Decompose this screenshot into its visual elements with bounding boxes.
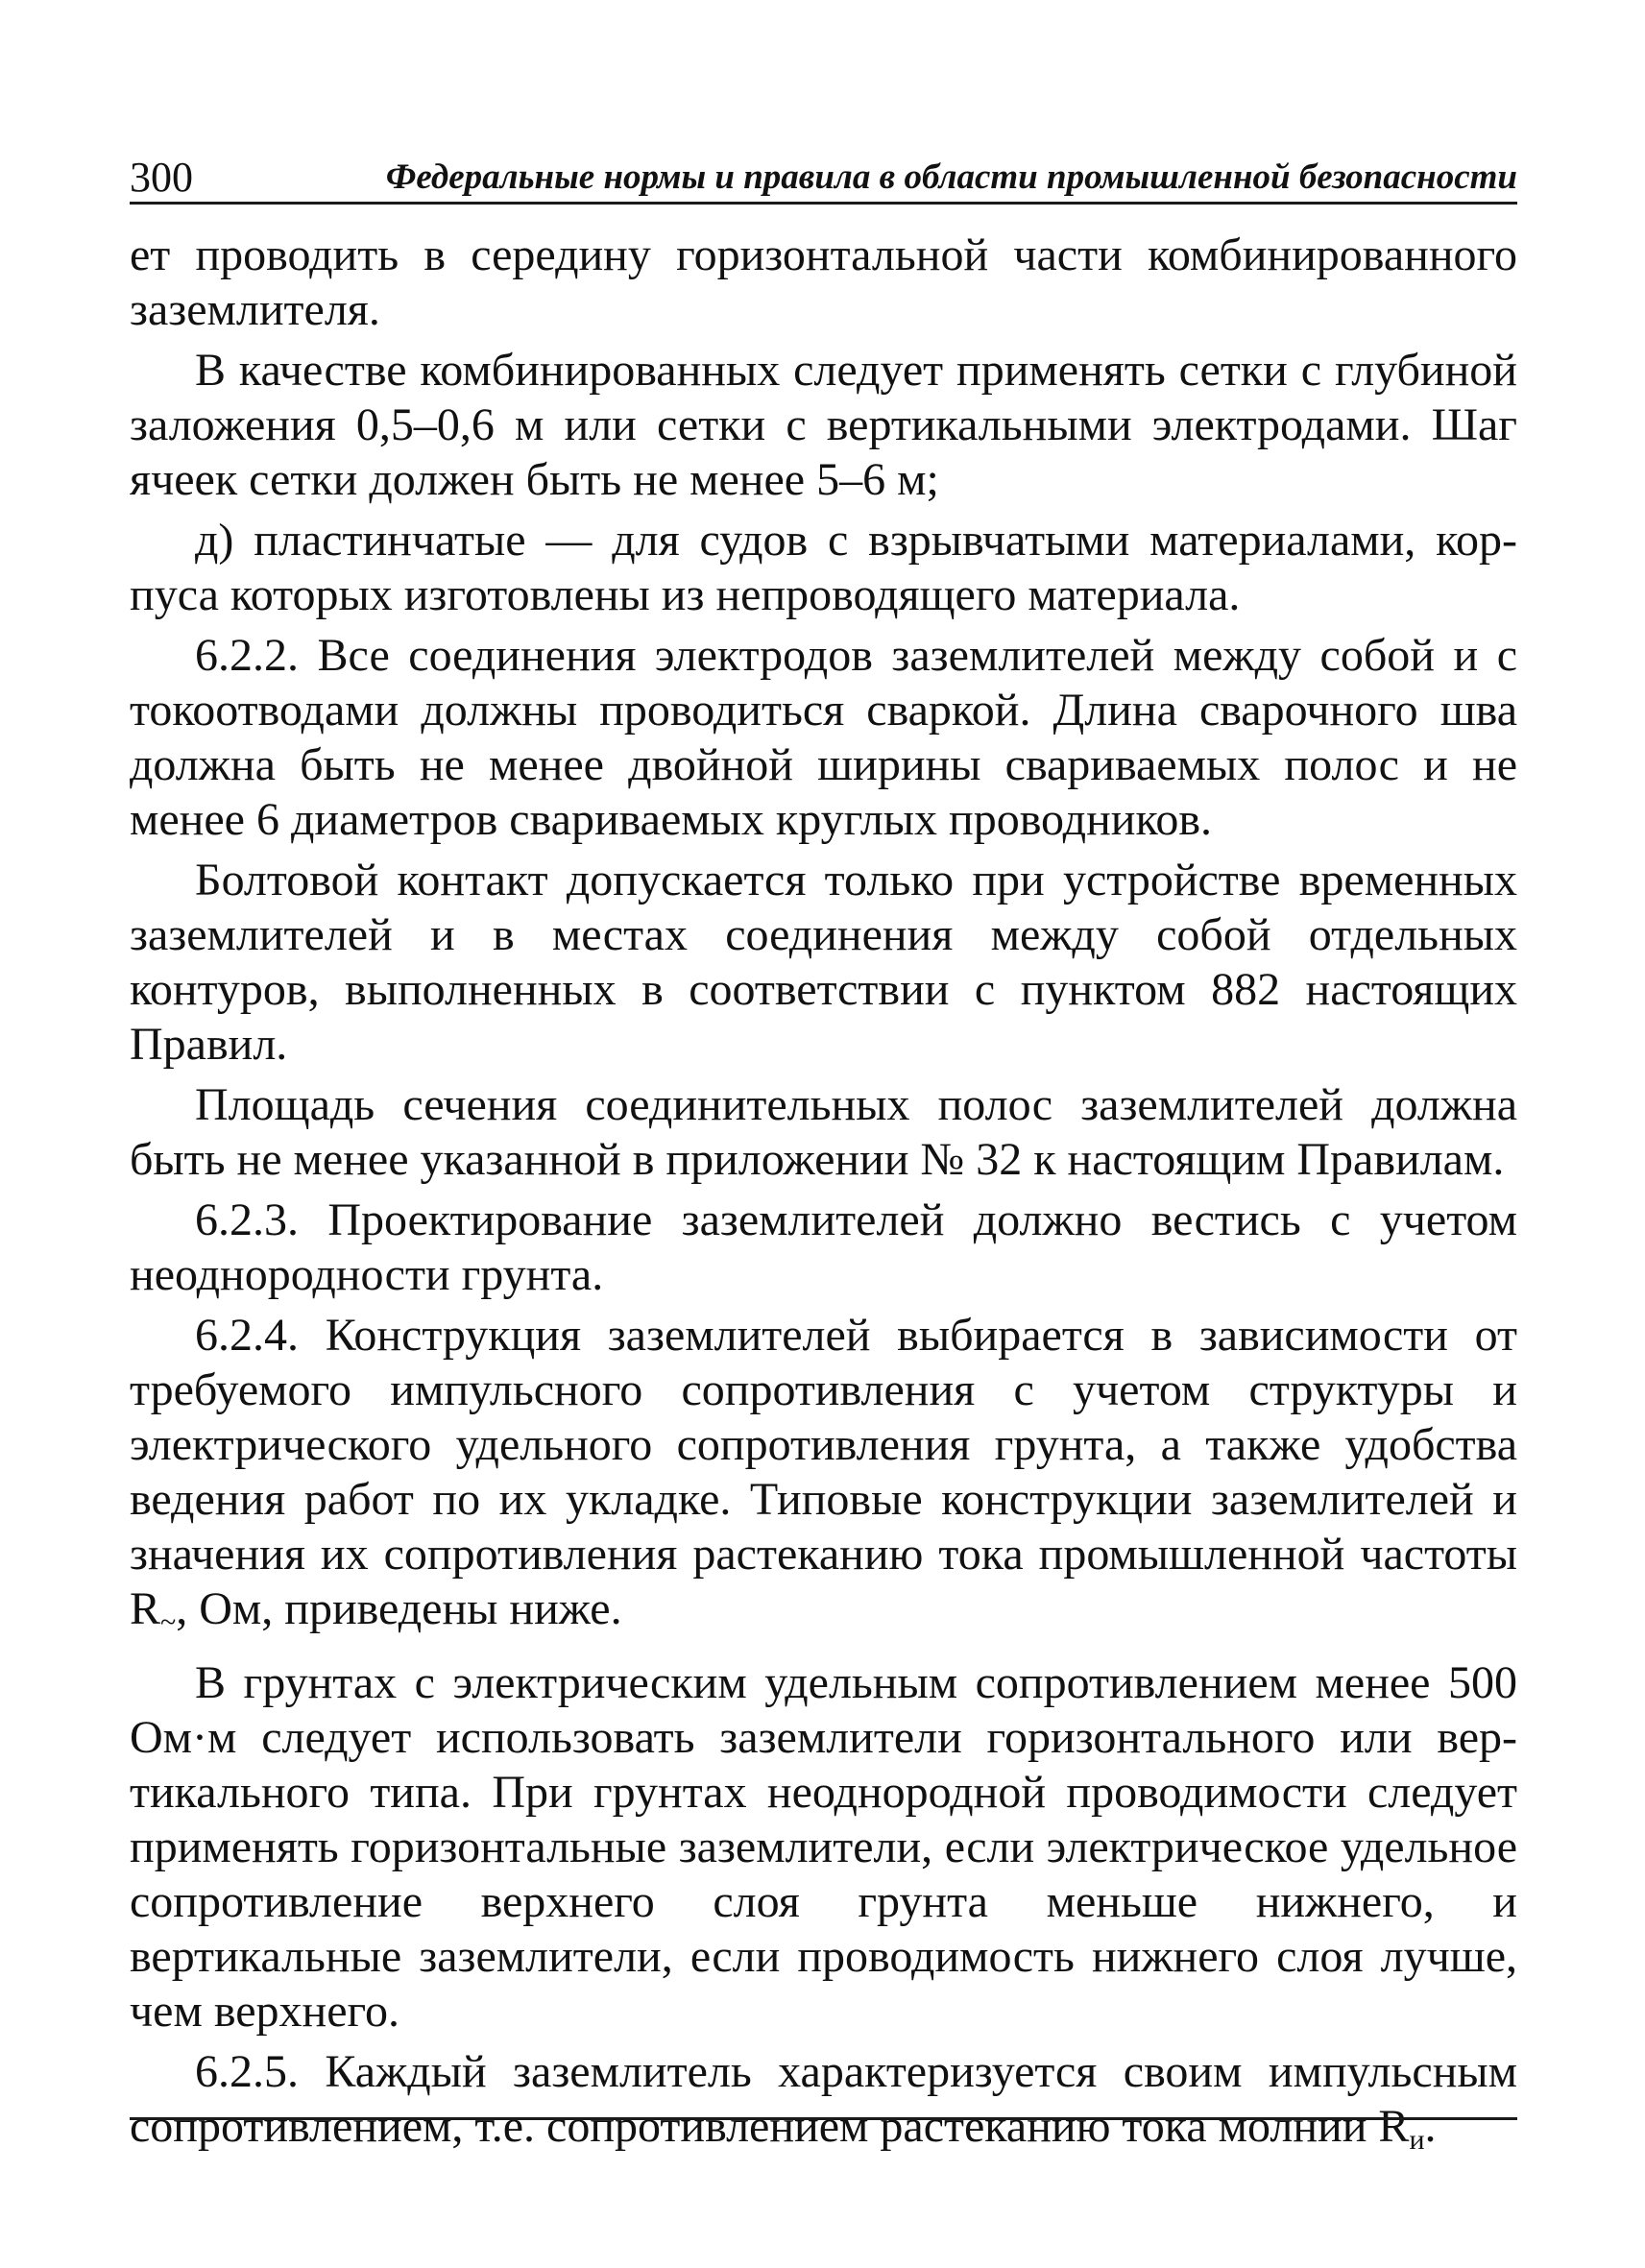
- paragraph-plate-electrodes: д) пластинчатые — для судов с взрывчатыми материалами, корпуса которых изготовлены из непроводящего материала.: [130, 515, 1517, 620]
- paragraph-6-2-2: 6.2.2. Все соединения электродов заземлителей между собой и с токоотводами должны проводиться сваркой. Длина сварочного шва должна быть не менее двойной ширины свариваемых полос и не менее 6 диаметров свариваемых круглых проводников.: [130, 630, 1517, 845]
- paragraph-6-2-5-tail: .: [1424, 2101, 1437, 2152]
- paragraph-6-2-4: [130, 1308, 1517, 1650]
- paragraph-bolt-contact: Болтовой контакт допускается только при устройстве временных заземлителей и в местах соединения между собой отдельных контуров, выполненных в соответствии с пунктом 882 настоящих Правил.: [130, 855, 1517, 1070]
- paragraph-6-2-4-tail: , Ом, приведены ниже.: [176, 1583, 622, 1634]
- paragraph-soil-resistivity: В грунтах с электрическим удельным сопротивлением менее 500 Ом·м следует использовать заземлители горизонтального или вертикального типа. При грунтах неоднородной проводимости следует применять горизонтальные заземлители, если электрическое удельное сопротивление верхнего слоя грунта меньше нижнего, и вертикальные заземлители, если проводимость нижнего слоя лучше, чем верхнего.: [130, 1657, 1517, 2037]
- page-header: [130, 154, 1517, 205]
- page-number: 300: [130, 154, 193, 201]
- running-title: Федеральные нормы и правила в области промышленной безопасности: [385, 157, 1517, 197]
- subscript-i: и: [1409, 2124, 1425, 2156]
- paragraph-6-2-5: [130, 2044, 1517, 2167]
- footer-rule: [130, 2117, 1517, 2120]
- paragraph-combined-grids: В качестве комбинированных следует применять сетки с глубиной заложения 0,5–0,6 м или сетки с вертикальными электродами. Шаг ячеек сетки должен быть не менее 5–6 м;: [130, 345, 1517, 505]
- body-text: [130, 228, 1517, 2173]
- subscript-tilde: ~: [160, 1606, 177, 1638]
- paragraph-continuation: ет проводить в середину горизонтальной части комбинированного заземлителя.: [130, 229, 1517, 335]
- paragraph-6-2-4-text: 6.2.4. Конструкция заземлителей выбирается в зависимости от требуемого импульсного сопротивления с учетом структуры и электрического удельного сопротивления грунта, а также удобства ведения работ по их укладке. Типовые конструкции заземлителей и значения их сопротивления растеканию тока промышленной частоты R: [130, 1310, 1517, 1634]
- paragraph-cross-section: Площадь сечения соединительных полос заземлителей должна быть не менее указанной в приложении № 32 к настоящим Правилам.: [130, 1079, 1517, 1185]
- paragraph-6-2-5-text: 6.2.5. Каждый заземлитель характеризуется своим импульсным сопротивлением, т.е. сопротивлением растеканию тока молнии R: [130, 2046, 1517, 2152]
- paragraph-6-2-3: 6.2.3. Проектирование заземлителей должно вестись с учетом неоднородности грунта.: [130, 1194, 1517, 1300]
